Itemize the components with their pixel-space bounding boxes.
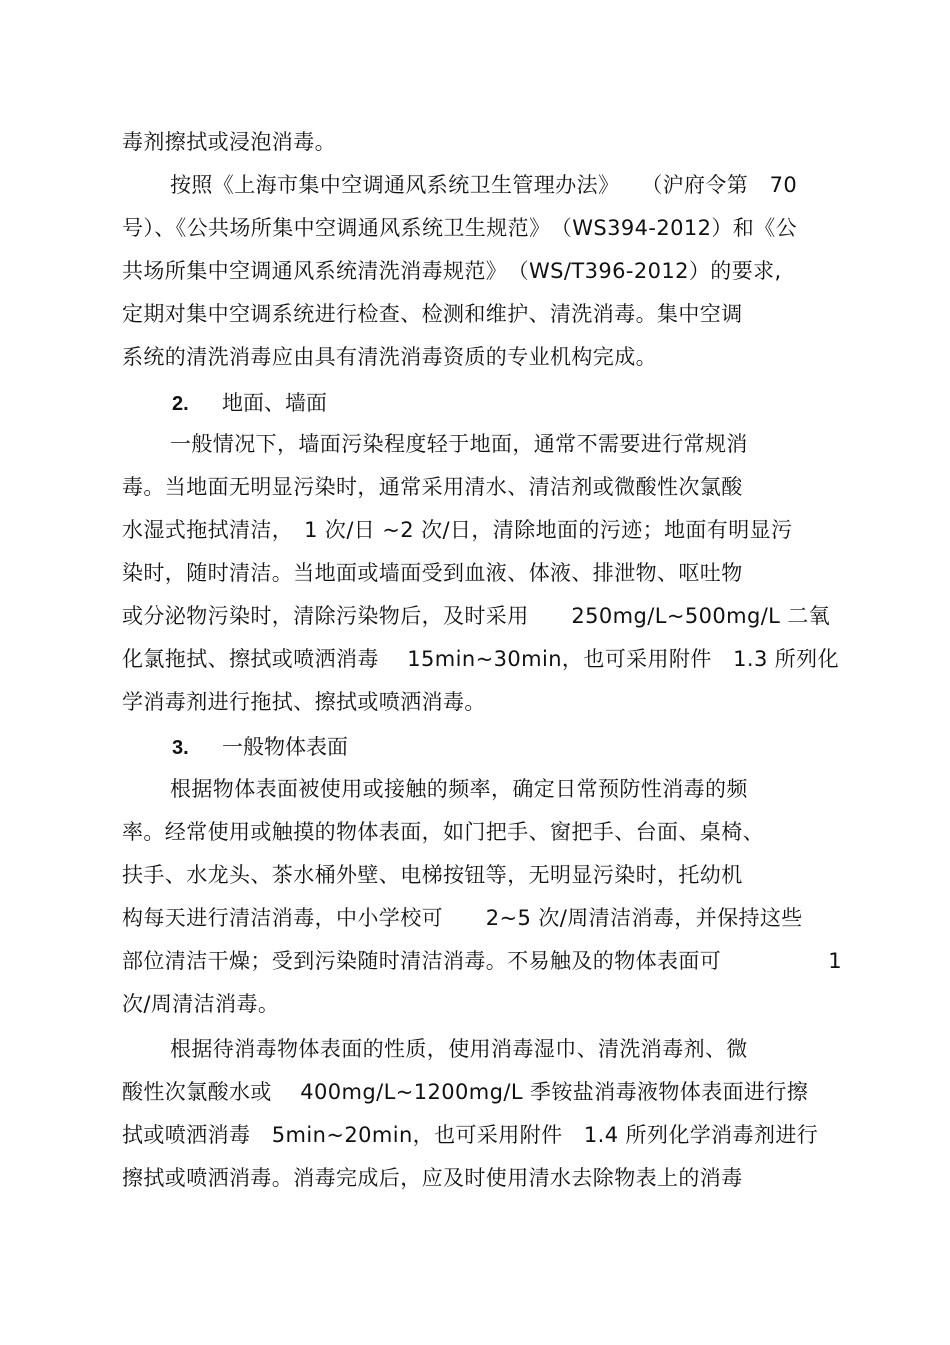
paragraph-line: 毒剂擦拭或浸泡消毒。 [122, 130, 336, 154]
paragraph-line: 或分泌物污染时，清除污染物后，及时采用 250mg/L~500mg/L 二氧 [122, 604, 831, 628]
paragraph-line: 酸性次氯酸水或 400mg/L~1200mg/L 季铵盐消毒液物体表面进行擦 [122, 1080, 809, 1104]
paragraph-line: 擦拭或喷洒消毒。消毒完成后，应及时使用清水去除物表上的消毒 [122, 1166, 743, 1190]
paragraph-line: 一般情况下，墙面污染程度轻于地面，通常不需要进行常规消 [170, 432, 748, 456]
paragraph-line: 水湿式拖拭清洁， 1 次/日 ~2 次/日，清除地面的污迹；地面有明显污 [122, 518, 793, 542]
paragraph-line: 部位清洁干燥；受到污染随时清洁消毒。不易触及的物体表面可 1 [122, 949, 842, 973]
paragraph-line: 按照《上海市集中空调通风系统卫生管理办法》 （沪府令第 70 [170, 173, 798, 197]
paragraph-line: 根据待消毒物体表面的性质，使用消毒湿巾、清洗消毒剂、微 [170, 1037, 748, 1061]
paragraph-line: 系统的清洗消毒应由具有清洗消毒资质的专业机构完成。 [122, 345, 657, 369]
paragraph-line: 号）、《公共场所集中空调通风系统卫生规范》 （WS394-2012）和《公 [122, 216, 797, 240]
paragraph-line: 化氯拖拭、擦拭或喷洒消毒 15min~30min，也可采用附件 1.3 所列化 [122, 647, 839, 671]
section-heading: 地面、墙面 [222, 391, 327, 415]
paragraph-line: 共场所集中空调通风系统清洗消毒规范》 （WS/T396-2012）的要求, [122, 259, 782, 283]
section-number: 3. [172, 737, 189, 759]
paragraph-line: 率。经常使用或触摸的物体表面，如门把手、窗把手、台面、桌椅、 [122, 820, 764, 844]
paragraph-line: 根据物体表面被使用或接触的频率，确定日常预防性消毒的频 [170, 777, 748, 801]
paragraph-line: 染时，随时清洁。当地面或墙面受到血液、体液、排泄物、呕吐物 [122, 561, 743, 585]
paragraph-line: 拭或喷洒消毒 5min~20min，也可采用附件 1.4 所列化学消毒剂进行 [122, 1123, 819, 1147]
paragraph-line: 毒。当地面无明显污染时，通常采用清水、清洁剂或微酸性次氯酸 [122, 475, 743, 499]
paragraph-line: 扶手、水龙头、茶水桶外壁、电梯按钮等，无明显污染时，托幼机 [122, 863, 743, 887]
paragraph-line: 定期对集中空调系统进行检查、检测和维护、清洗消毒。集中空调 [122, 302, 743, 326]
section-number: 2. [172, 393, 189, 415]
paragraph-line: 学消毒剂进行拖拭、擦拭或喷洒消毒。 [122, 690, 486, 714]
paragraph-line: 次/周清洁消毒。 [122, 992, 280, 1016]
section-heading: 一般物体表面 [222, 735, 348, 759]
paragraph-line: 构每天进行清洁消毒，中小学校可 2~5 次/周清洁消毒，并保持这些 [122, 906, 803, 930]
